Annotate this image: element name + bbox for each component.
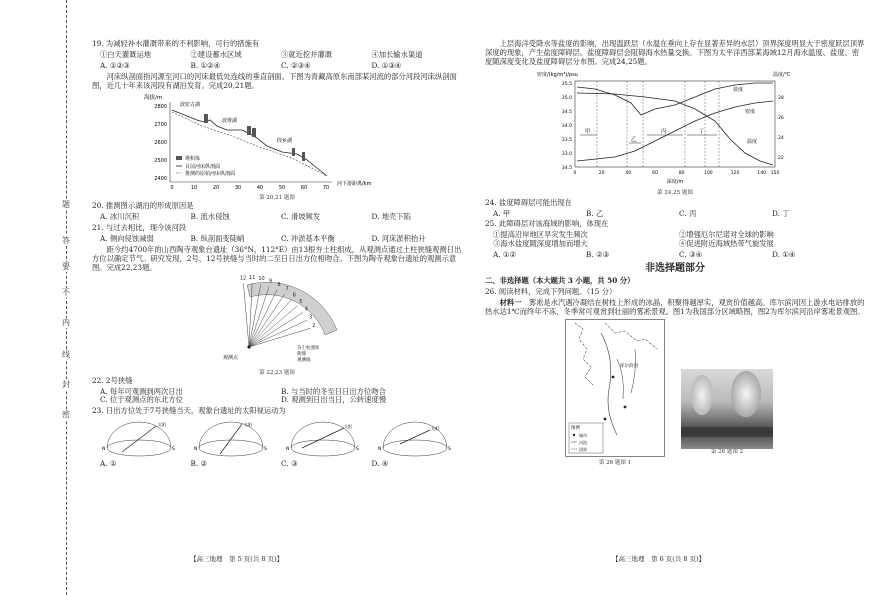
sun-path-dome-4 [378, 418, 452, 460]
fig3-ylabel-right: 温度/℃ [773, 71, 791, 78]
slit-number: 4 [304, 306, 308, 313]
slit-number: 6 [292, 291, 296, 298]
q25-item: ④促进附近海域热带气旋发展 [679, 239, 774, 249]
fig3-ytick-right: 24 [778, 135, 784, 141]
depth-tick: 120 [730, 170, 740, 176]
temperature-curve [577, 93, 773, 165]
q21-options [100, 235, 462, 244]
q19-stem: 19. 为减轻补水灌溉带来的不利影响，可行的措施有 [92, 39, 260, 48]
fig1-ytick: 2500 [154, 158, 167, 165]
observation-point [247, 345, 250, 348]
dome-n-label: N [102, 447, 106, 453]
dome-noon-label: 太阳 [158, 422, 166, 428]
fig3-ytick-left: 35.0 [561, 95, 572, 101]
fig1-ytick: 2600 [154, 140, 167, 147]
slit-number: 5 [299, 298, 303, 305]
fig1-legend: 堆积体 [185, 156, 201, 163]
section-title: 非选择题部分 [645, 263, 705, 275]
margin-char: 题 [59, 200, 73, 210]
fig1-ytick: 2700 [154, 122, 167, 129]
fig1-xtick: 0 [170, 185, 174, 192]
fig1-ylabel: 海拔/m [144, 95, 163, 102]
fig3-ytick-right: 28 [778, 95, 784, 101]
slit-number: 3 [309, 314, 313, 321]
q19-option-d[interactable]: D. ①③④ [371, 60, 402, 70]
fig26-1-caption: 第 26 题图 1 [598, 459, 632, 466]
q22-option-a[interactable]: A. 每年可观测到两次日出 [100, 386, 183, 396]
q20-option-c[interactable]: C. 滑坡频发 [281, 212, 321, 222]
curve-label-density: 密度 [745, 108, 756, 115]
zone-jia: 甲 [585, 128, 591, 135]
sun-path-diagrams [102, 418, 452, 460]
q20-stem: 20. 推测图示湖泊的形成原因是 [92, 201, 194, 211]
zone-ding: 丁 [699, 128, 705, 135]
dome-n-label: N [378, 447, 382, 453]
zone-bing: 丙 [661, 128, 667, 135]
fig3-ytick-left: 33.5 [561, 137, 572, 143]
q24-options [493, 210, 865, 219]
q20-option-b[interactable]: B. 流水侵蚀 [190, 212, 230, 222]
dome-noon-label: 太阳 [344, 424, 352, 430]
observation-line [249, 299, 292, 347]
fig26-2-caption: 第 26 题图 2 [710, 448, 744, 455]
q24-option-b[interactable]: B. 乙 [586, 208, 604, 218]
observatory-svg [187, 275, 387, 367]
fig1-xtick: 10 [190, 185, 198, 192]
curve-label-temperature: 温度 [747, 138, 758, 145]
fig2-legend: 狭缝 [297, 351, 306, 357]
fig1-caption: 第 20,21 题图 [259, 195, 295, 202]
fig3-ytick-left: 34.5 [561, 165, 572, 171]
map-legend-item: 国界 [579, 446, 587, 452]
map-river-label: 库尔滨河 [620, 363, 638, 369]
observation-line [249, 289, 277, 346]
fig2-legend: 观测线 [297, 357, 311, 363]
q21-option-b[interactable]: B. 纵剖面变陡峭 [190, 234, 245, 244]
fig26-1 [565, 319, 665, 467]
dome-noon-label: 太阳 [431, 426, 439, 432]
q26-stem: 26. 阅读材料，完成下列问题。（15 分） [485, 287, 617, 297]
depth-tick: 60 [652, 170, 658, 176]
margin-char: 要 [59, 262, 73, 272]
page-5-footer: 【高三地理 第 5 页(共 8 页)】 [190, 555, 284, 563]
q22-stem: 22. 2号狭缝 [92, 375, 133, 385]
depth-tick: 100 [703, 170, 713, 176]
legend-deposit-swatch [176, 156, 182, 160]
observation-line [249, 305, 298, 346]
q19-items [100, 51, 462, 60]
slit-number: 9 [268, 278, 273, 285]
q22-option-b[interactable]: B. 与当时的冬至日日出方位吻合 [281, 386, 386, 396]
page-6 [485, 40, 865, 466]
q21-stem: 21. 与过去相比，现今该河段 [92, 223, 187, 233]
margin-char: 答 [59, 236, 73, 246]
margin-char: 线 [59, 350, 73, 360]
q22-option-c[interactable]: C. 位于观测点的东北方位 [100, 395, 183, 405]
regional-map-svg [565, 319, 665, 457]
q19-item: ③就近挖井灌溉 [281, 49, 333, 59]
q23-option-c[interactable]: C. ③ [281, 459, 298, 469]
q19-options [100, 62, 462, 71]
margin-char: 密 [59, 410, 73, 420]
q25-items [493, 231, 865, 249]
fig1-legend: 目前河床纵剖面 [185, 164, 221, 171]
fig1-xtick: 30 [234, 185, 242, 192]
map-legend-item: 河流 [579, 439, 587, 445]
q23-option-a[interactable]: A. ① [100, 459, 117, 469]
q23-stem: 23. 日出方位处于7号狭缝当天，观象台遗址的太阳视运动为 [92, 406, 286, 416]
slit-number: 10 [258, 275, 265, 282]
observation-line [243, 283, 249, 347]
q24-stem: 24. 盐度障碍层可能出现在 [485, 197, 572, 207]
map-legend-item: 城市 [579, 432, 587, 438]
slit-number: 2 [312, 322, 316, 329]
q23-options [100, 460, 462, 469]
page-6-footer: 【高三地理 第 6 页(共 8 页)】 [612, 555, 706, 563]
fig3-ytick-left: 34.0 [561, 123, 572, 129]
margin-char: 不 [59, 288, 73, 298]
fig1-xtick: 20 [212, 185, 220, 192]
binding-margin [0, 0, 80, 595]
fig1-label-bomi: 波密古湖 [180, 102, 201, 109]
deposit-block [204, 114, 208, 123]
river-profile-figure [92, 92, 462, 200]
q19-item: ①白天灌溉运地 [100, 49, 152, 59]
fig1-xtick: 70 [322, 185, 330, 192]
q25-item: ①提高沿岸地区旱灾发生频次 [493, 230, 588, 240]
q22-options [100, 388, 462, 406]
q19-item: ④加长输水渠道 [371, 49, 423, 59]
fig1-xlabel: 河下游距离/km [337, 181, 372, 188]
curve-label-salinity: 盐度 [733, 86, 744, 93]
fig3-ytick-right: 22 [778, 155, 784, 161]
intro-24-25: 上层海洋受降水等盐度的影响，出现温跃层（水温在垂向上存在显著差异的水层）顶界深度明显大于密度跃层顶界深度的现象，产生盐度障碍层。盐度障碍层会阻碍海水热量交换。下图为太平洋西部某海域12月海水温度、盐度、密度随深度变化及盐度障碍层分布图。完成24,25题。 [485, 39, 865, 66]
q25-item: ③海水盐度随深度增加而增大 [493, 239, 588, 249]
q20-option-a[interactable]: A. 冰川沉积 [100, 212, 140, 222]
fig3-ytick-left: 33.0 [561, 151, 572, 157]
q26-figures [565, 319, 865, 467]
q24-option-c[interactable]: C. 丙 [679, 208, 697, 218]
q25-option-b[interactable]: B. ②③ [586, 250, 610, 260]
sun-path-dome-1 [102, 418, 176, 460]
slit-number: 7 [285, 286, 289, 293]
fig2-caption: 第 22,23 题图 [259, 369, 295, 376]
intro-22-23: 距今约4700年的山西陶寺观象台遗址（36°N，112°E）由13根夯土柱组成，从观测点通过土柱狭缝观测日出方位以确定节气。研究发现，2号、12号狭缝与当时的二至日日出方位相吻合。下图为陶寺观象台遗址的观测示意图。完成22,23题。 [92, 245, 462, 272]
depth-tick: 40 [625, 170, 632, 176]
q23-option-b[interactable]: B. ② [190, 459, 208, 469]
fig2-legend: 夯土柱遗址 [297, 345, 320, 351]
slit-number: 12 [239, 274, 247, 281]
deposit-block [292, 148, 295, 156]
q21-option-c[interactable]: C. 冲淤基本平衡 [281, 234, 335, 244]
q26-material [485, 299, 865, 317]
fig3-ytick-left: 35.5 [561, 81, 572, 87]
dome-s-label: S [448, 447, 451, 453]
q25-options [493, 251, 865, 260]
dome-n-label: N [286, 447, 290, 453]
q21-option-d[interactable]: D. 河床淤积抬升 [371, 234, 426, 244]
q21-option-a[interactable]: A. 侧向侵蚀减弱 [100, 234, 154, 244]
q25-option-d[interactable]: D. ①④ [772, 250, 796, 260]
fig3-ytick-right: 26 [778, 115, 784, 121]
fig1-legend: 推测的原始河床纵剖面 [185, 171, 236, 178]
observation-line [249, 294, 285, 347]
page-5 [92, 40, 462, 471]
section-note: 二、非选择题（本大题共 3 小题，共 50 分） [485, 276, 635, 286]
fig3-ylabel-left: 密度/(kg/m³)/psu [537, 71, 578, 78]
material-label: 材料一 [499, 297, 522, 307]
q20-options [100, 213, 462, 222]
q24-option-d[interactable]: D. 丁 [772, 208, 790, 218]
ocean-profile-svg [535, 69, 815, 187]
rime-photo [681, 369, 773, 449]
dome-s-label: S [172, 447, 175, 453]
depth-tick: 150 [770, 170, 780, 176]
sun-path-dome-2 [194, 418, 268, 460]
fig1-xtick: 60 [300, 185, 308, 192]
zone-yi: 乙 [631, 136, 637, 143]
observation-line [249, 320, 307, 347]
q22-option-d[interactable]: D. 观测到日出当日，公转速度慢 [281, 395, 387, 405]
fig1-label-bodui: 波堆湖 [222, 118, 238, 125]
dome-s-label: S [264, 447, 267, 453]
salinity-curve [577, 83, 773, 115]
fig1-ytick: 2800 [154, 104, 167, 111]
q25-stem: 25. 此障碍层对该海域的影响，体现在 [485, 219, 609, 229]
margin-char: 内 [59, 318, 73, 328]
deposit-block [252, 128, 256, 137]
fig3-xlabel: 深度/m [666, 178, 684, 185]
q23-option-d[interactable]: D. ④ [371, 459, 389, 469]
intro-20-21: 河床纵剖面指河源至河口的河床最低处连线的垂直剖面。下图为青藏高原东南部某河流的部分河段河床纵剖面图，近几十年来该河段有湖泊发育。完成20,21题。 [92, 71, 457, 90]
depth-tick: 0 [573, 170, 577, 176]
ocean-profile-figure [485, 69, 865, 197]
q19-option-b[interactable]: B. ①②④ [190, 60, 221, 70]
dome-n-label: N [194, 447, 198, 453]
depth-tick: 140 [757, 170, 767, 176]
margin-char: 封 [59, 380, 73, 390]
slit-number: 8 [277, 281, 281, 288]
depth-tick: 20 [598, 170, 605, 176]
fig2-center-label: 观测点 [223, 354, 239, 361]
q24-option-a[interactable]: A. 甲 [493, 208, 511, 218]
q19-option-a[interactable]: A. ①②③ [100, 60, 130, 70]
slit-number: 11 [249, 274, 256, 281]
sun-path-dome-3 [286, 418, 360, 460]
q25-option-a[interactable]: A. ①② [493, 250, 516, 260]
deposit-block [302, 152, 305, 161]
fig1-label-duanxiang: 段乡湖 [277, 138, 293, 145]
river-profile-svg [142, 92, 402, 192]
q25-item: ②增强厄尔尼诺对全球的影响 [679, 230, 774, 240]
map-legend-title: 图例 [571, 425, 580, 431]
material-text: 雾凇是水汽遇冷凝结在树枝上形成的冰晶，积聚得越厚实，观赏价值越高。库尔滨河因上游水电站排放的热水达1℃而终年不冻，冬季常可观赏到壮丽的雾凇景观。图1为我国部分区域略图，图2为库尔滨河沿岸雾凇景观图。 [485, 297, 865, 316]
observatory-figure [92, 275, 462, 375]
deposit-block [247, 126, 251, 135]
q19-item: ②建设蓄水区域 [190, 49, 242, 59]
fig3-ytick-left: 34.5 [561, 109, 572, 115]
depth-tick: 80 [678, 170, 685, 176]
fig26-2 [681, 369, 773, 467]
fig1-ytick: 2400 [154, 176, 167, 183]
fig3-caption: 第 24,25 题图 [657, 189, 693, 196]
observation-line [249, 328, 310, 347]
q25-option-c[interactable]: C. ③④ [679, 250, 703, 260]
q19-option-c[interactable]: C. ②③④ [281, 60, 311, 70]
fig1-xtick: 50 [278, 185, 286, 192]
dome-s-label: S [356, 447, 359, 453]
q20-option-d[interactable]: D. 地壳下陷 [371, 212, 411, 222]
dome-noon-label: 太阳 [244, 422, 252, 428]
observation-line [249, 312, 303, 346]
fig1-xtick: 40 [256, 185, 264, 192]
